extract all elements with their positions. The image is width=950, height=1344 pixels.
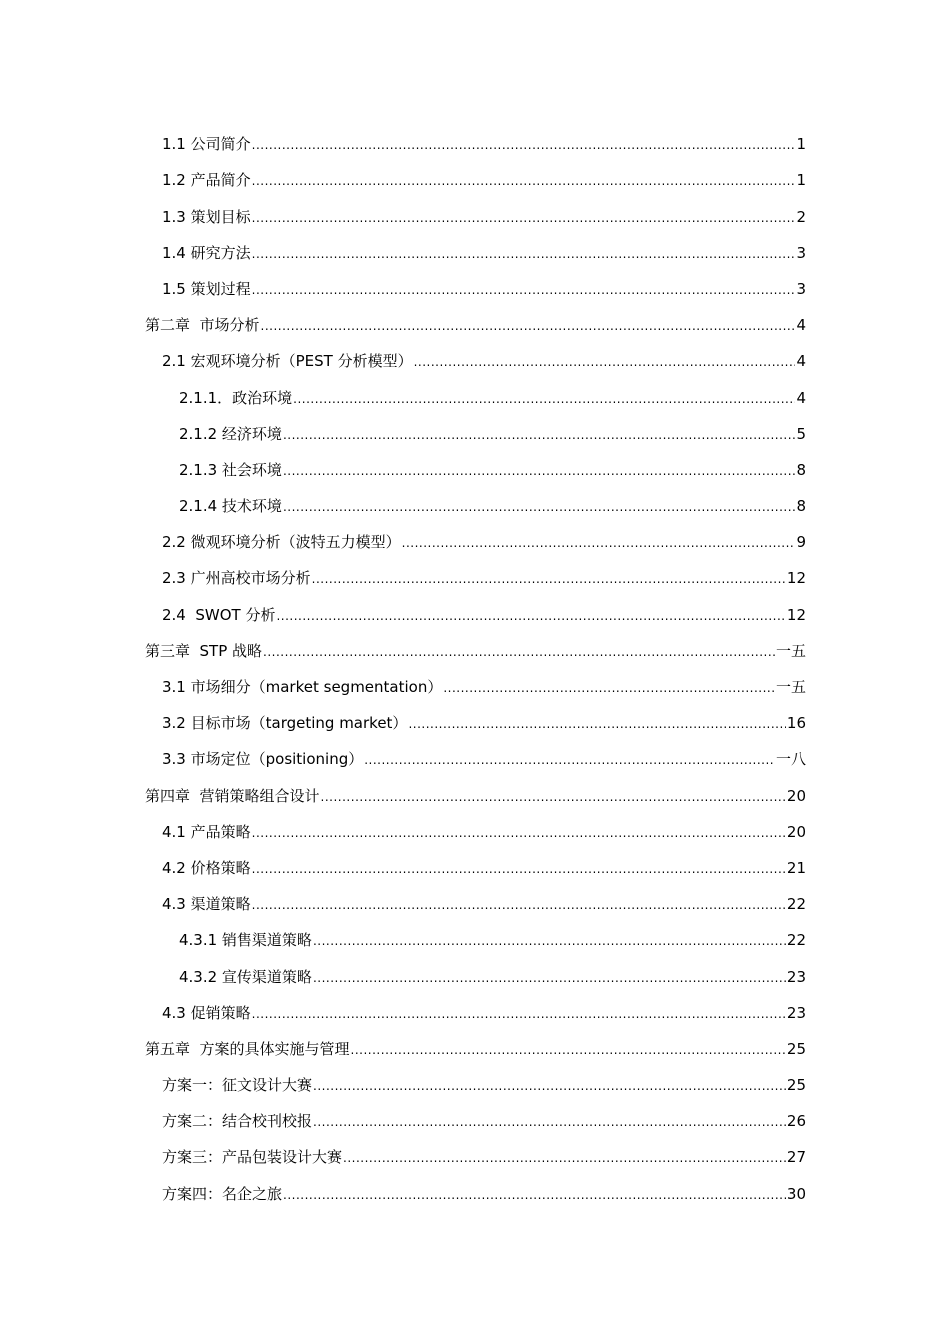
toc-entry-page-number: 4: [796, 352, 806, 371]
toc-entry-page-number: 一五: [775, 678, 806, 696]
toc-entry[interactable]: [145, 812, 806, 848]
toc-dot-leader: [313, 934, 786, 948]
toc-entry[interactable]: [145, 196, 806, 232]
toc-entry-page-number: 1: [796, 135, 806, 154]
toc-entry[interactable]: [145, 486, 806, 522]
toc-dot-leader: [364, 753, 775, 767]
toc-dot-leader: [414, 355, 796, 369]
toc-entry-title: 4.1 产品策略: [162, 822, 251, 841]
toc-entry-page-number: 4: [796, 388, 806, 407]
toc-dot-leader: [252, 211, 796, 225]
toc-entry-title: 3.2 目标市场（targeting market）: [162, 714, 408, 733]
toc-entry-page-number: 30: [786, 1184, 806, 1203]
toc-entry-title: 2.1.4 技术环境: [179, 497, 282, 516]
toc-dot-leader: [283, 428, 796, 442]
toc-entry-page-number: 3: [796, 243, 806, 262]
toc-entry-title: 4.3.1 销售渠道策略: [179, 931, 312, 950]
toc-entry-page-number: 一八: [775, 750, 806, 769]
toc-dot-leader: [402, 536, 796, 550]
toc-entry-page-number: 8: [796, 460, 806, 479]
toc-entry-title: 3.3 市场定位（positioning）: [162, 750, 364, 769]
toc-entry-page-number: 20: [786, 822, 806, 841]
toc-dot-leader: [261, 319, 796, 333]
toc-entry-page-number: 27: [786, 1148, 806, 1167]
toc-entry[interactable]: [145, 558, 806, 594]
toc-entry-title: 第四章 营销策略组合设计: [145, 786, 320, 805]
toc-dot-leader: [351, 1043, 786, 1057]
toc-entry[interactable]: [145, 414, 806, 450]
toc-dot-leader: [283, 464, 796, 478]
toc-entry-page-number: 20: [786, 786, 806, 805]
toc-entry-title: 1.1 公司简介: [162, 135, 251, 154]
toc-entry[interactable]: [145, 1101, 806, 1137]
toc-dot-leader: [276, 609, 785, 623]
toc-entry-title: 2.1.1．政治环境: [179, 388, 293, 407]
toc-entry-title: 1.4 研究方法: [162, 243, 251, 262]
toc-entry-title: 第二章 市场分析: [145, 316, 260, 335]
toc-dot-leader: [283, 1188, 786, 1202]
toc-entry-title: 1.3 策划目标: [162, 207, 251, 226]
toc-dot-leader: [313, 971, 786, 985]
toc-entry-page-number: 4: [796, 316, 806, 335]
toc-entry[interactable]: [145, 848, 806, 884]
toc-dot-leader: [252, 283, 796, 297]
toc-entry[interactable]: [145, 269, 806, 305]
toc-entry-page-number: 3: [796, 279, 806, 298]
toc-entry[interactable]: [145, 884, 806, 920]
toc-entry-page-number: 25: [786, 1039, 806, 1058]
toc-dot-leader: [252, 826, 786, 840]
toc-entry-title: 第三章 STP 战略: [145, 641, 263, 660]
toc-dot-leader: [252, 862, 786, 876]
toc-entry-page-number: 12: [786, 569, 806, 588]
toc-entry-page-number: 23: [786, 1003, 806, 1022]
toc-entry[interactable]: [145, 1173, 806, 1209]
toc-entry[interactable]: [145, 1029, 806, 1065]
toc-entry-title: 4.3.2 宣传渠道策略: [179, 967, 312, 986]
toc-entry[interactable]: [145, 594, 806, 630]
toc-entry-title: 方案一：征文设计大赛: [162, 1076, 313, 1095]
toc-dot-leader: [263, 645, 775, 659]
toc-entry-page-number: 5: [796, 424, 806, 443]
toc-entry-title: 第五章 方案的具体实施与管理: [145, 1039, 350, 1058]
toc-entry[interactable]: [145, 124, 806, 160]
toc-entry[interactable]: [145, 993, 806, 1029]
toc-entry[interactable]: [145, 1065, 806, 1101]
toc-entry-title: 4.3 促销策略: [162, 1003, 251, 1022]
toc-entry-title: 1.2 产品简介: [162, 171, 251, 190]
toc-entry[interactable]: [145, 305, 806, 341]
toc-entry-page-number: 22: [786, 931, 806, 950]
toc-entry[interactable]: [145, 522, 806, 558]
toc-dot-leader: [252, 138, 796, 152]
toc-entry-title: 2.3 广州高校市场分析: [162, 569, 311, 588]
toc-entry[interactable]: [145, 1137, 806, 1173]
toc-dot-leader: [252, 247, 796, 261]
toc-dot-leader: [252, 1007, 786, 1021]
toc-entry-title: 2.1.3 社会环境: [179, 460, 282, 479]
toc-entry-page-number: 21: [786, 858, 806, 877]
toc-dot-leader: [283, 500, 796, 514]
toc-dot-leader: [443, 681, 775, 695]
table-of-contents: [145, 124, 806, 1210]
toc-dot-leader: [343, 1151, 786, 1165]
toc-entry-title: 1.5 策划过程: [162, 279, 251, 298]
toc-entry[interactable]: [145, 377, 806, 413]
toc-entry-page-number: 26: [786, 1112, 806, 1131]
toc-entry-title: 2.2 微观环境分析（波特五力模型）: [162, 533, 401, 552]
toc-entry[interactable]: [145, 956, 806, 992]
toc-entry-page-number: 1: [796, 171, 806, 190]
toc-entry-page-number: 9: [796, 533, 806, 552]
toc-entry-title: 2.1 宏观环境分析（PEST 分析模型）: [162, 352, 413, 371]
toc-entry-title: 2.1.2 经济环境: [179, 424, 282, 443]
toc-entry-title: 方案三：产品包装设计大赛: [162, 1148, 343, 1167]
toc-entry[interactable]: [145, 739, 806, 775]
toc-entry[interactable]: [145, 450, 806, 486]
toc-dot-leader: [321, 790, 786, 804]
toc-dot-leader: [252, 898, 786, 912]
toc-entry-title: 方案四：名企之旅: [162, 1184, 283, 1203]
toc-dot-leader: [408, 717, 785, 731]
toc-entry-title: 2.4 SWOT 分析: [162, 605, 276, 624]
toc-dot-leader: [313, 1115, 786, 1129]
toc-entry-page-number: 8: [796, 497, 806, 516]
toc-entry-page-number: 12: [786, 605, 806, 624]
toc-dot-leader: [312, 572, 786, 586]
toc-entry[interactable]: [145, 631, 806, 667]
toc-dot-leader: [313, 1079, 786, 1093]
toc-entry-title: 4.3 渠道策略: [162, 895, 251, 914]
toc-entry-title: 3.1 市场细分（market segmentation）: [162, 678, 443, 696]
toc-entry-title: 方案二：结合校刊校报: [162, 1112, 313, 1131]
toc-entry[interactable]: [145, 703, 806, 739]
toc-entry[interactable]: [145, 160, 806, 196]
toc-entry-page-number: 一五: [775, 641, 806, 660]
toc-entry[interactable]: [145, 775, 806, 811]
toc-entry-page-number: 25: [786, 1076, 806, 1095]
toc-entry[interactable]: [145, 920, 806, 956]
toc-entry[interactable]: [145, 233, 806, 269]
toc-entry-page-number: 16: [786, 714, 806, 733]
toc-entry-page-number: 22: [786, 895, 806, 914]
toc-entry-page-number: 23: [786, 967, 806, 986]
toc-entry-title: 4.2 价格策略: [162, 858, 251, 877]
toc-dot-leader: [252, 174, 796, 188]
toc-entry[interactable]: [145, 341, 806, 377]
toc-entry-page-number: 2: [796, 207, 806, 226]
toc-entry[interactable]: [145, 667, 806, 703]
toc-dot-leader: [293, 392, 795, 406]
